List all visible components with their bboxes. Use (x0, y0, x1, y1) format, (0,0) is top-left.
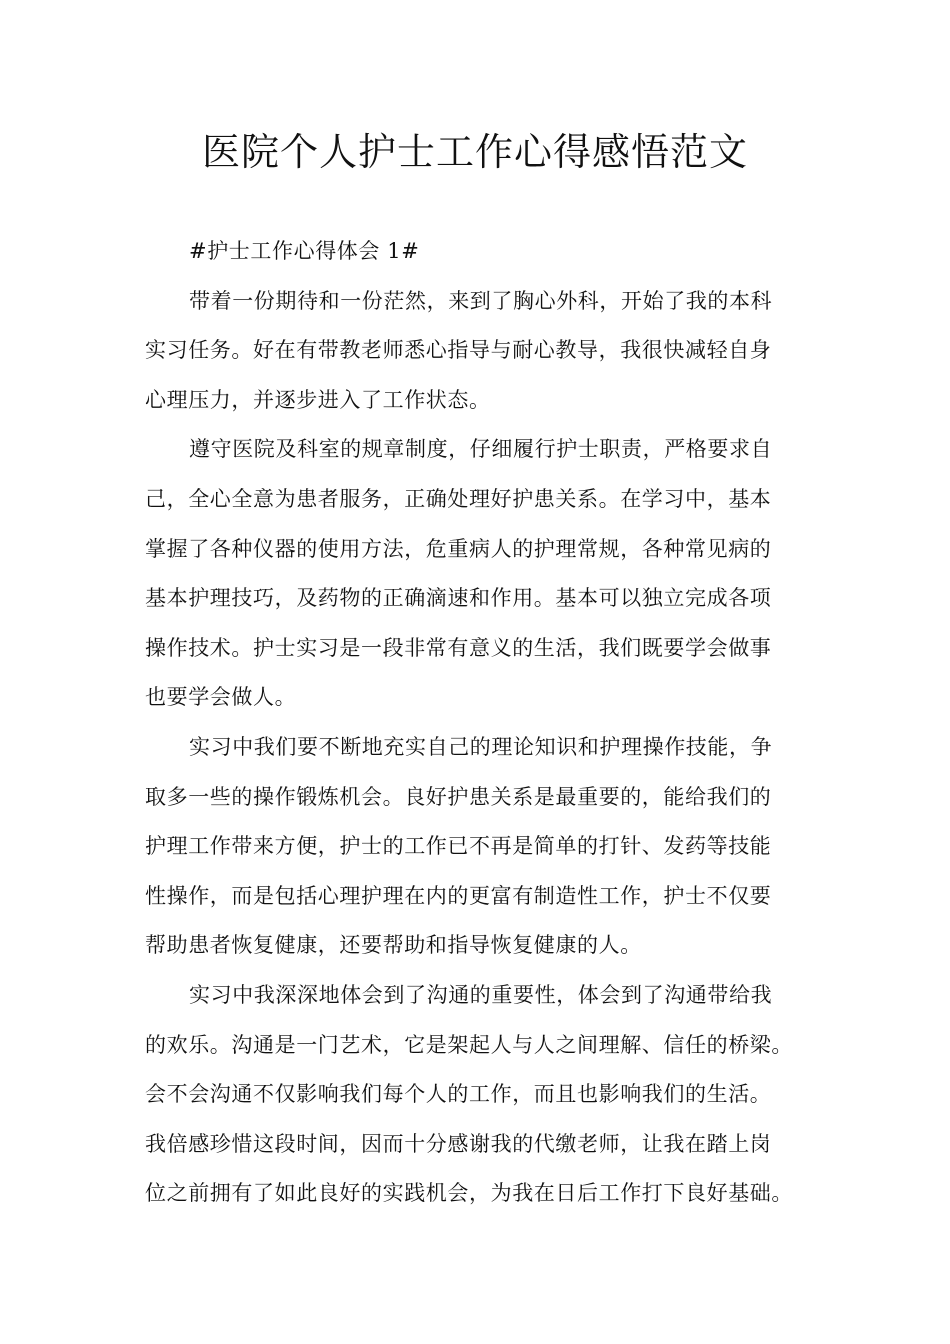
paragraph-line: 掌握了各种仪器的使用方法，危重病人的护理常规，各种常见病的 (145, 536, 772, 561)
paragraph-line: 心理压力，并逐步进入了工作状态。 (145, 387, 491, 412)
document-body (145, 227, 825, 1219)
paragraph-line: 帮助患者恢复健康，还要帮助和指导恢复健康的人。 (145, 933, 642, 958)
paragraph-line: 也要学会做人。 (145, 685, 297, 710)
paragraph-line: 操作技术。护士实习是一段非常有意义的生活，我们既要学会做事 (145, 635, 772, 660)
paragraph-line: 实习中我深深地体会到了沟通的重要性，体会到了沟通带给我 (189, 982, 773, 1007)
paragraph-line: 性操作，而是包括心理护理在内的更富有制造性工作，护士不仅要 (145, 883, 772, 908)
paragraph-line: 实习任务。好在有带教老师悉心指导与耐心教导，我很快减轻自身 (145, 338, 772, 363)
paragraph-line: 基本护理技巧，及药物的正确滴速和作用。基本可以独立完成各项 (145, 586, 772, 611)
paragraph-line: 遵守医院及科室的规章制度，仔细履行护士职责，严格要求自 (189, 437, 773, 462)
paragraph-line: 带着一份期待和一份茫然，来到了胸心外科，开始了我的本科 (189, 288, 773, 313)
paragraph-line: 实习中我们要不断地充实自己的理论知识和护理操作技能，争 (189, 734, 773, 759)
paragraph-line: 位之前拥有了如此良好的实践机会，为我在日后工作打下良好基础。 (145, 1181, 793, 1206)
paragraph-line: 护理工作带来方便，护士的工作已不再是简单的打针、发药等技能 (145, 834, 772, 859)
paragraph-line: 会不会沟通不仅影响我们每个人的工作，而且也影响我们的生活。 (145, 1082, 772, 1107)
paragraph-line: 己，全心全意为患者服务，正确处理好护患关系。在学习中，基本 (145, 486, 772, 511)
paragraph-line: 我倍感珍惜这段时间，因而十分感谢我的代缴老师，让我在踏上岗 (145, 1131, 772, 1156)
paragraph-line: 取多一些的操作锻炼机会。良好护患关系是最重要的，能给我们的 (145, 784, 772, 809)
section-heading: #护士工作心得体会 1# (189, 239, 420, 263)
paragraph-line: 的欢乐。沟通是一门艺术，它是架起人与人之间理解、信任的桥梁。 (145, 1032, 793, 1057)
document-title: 医院个人护士工作心得感悟范文 (201, 130, 748, 174)
